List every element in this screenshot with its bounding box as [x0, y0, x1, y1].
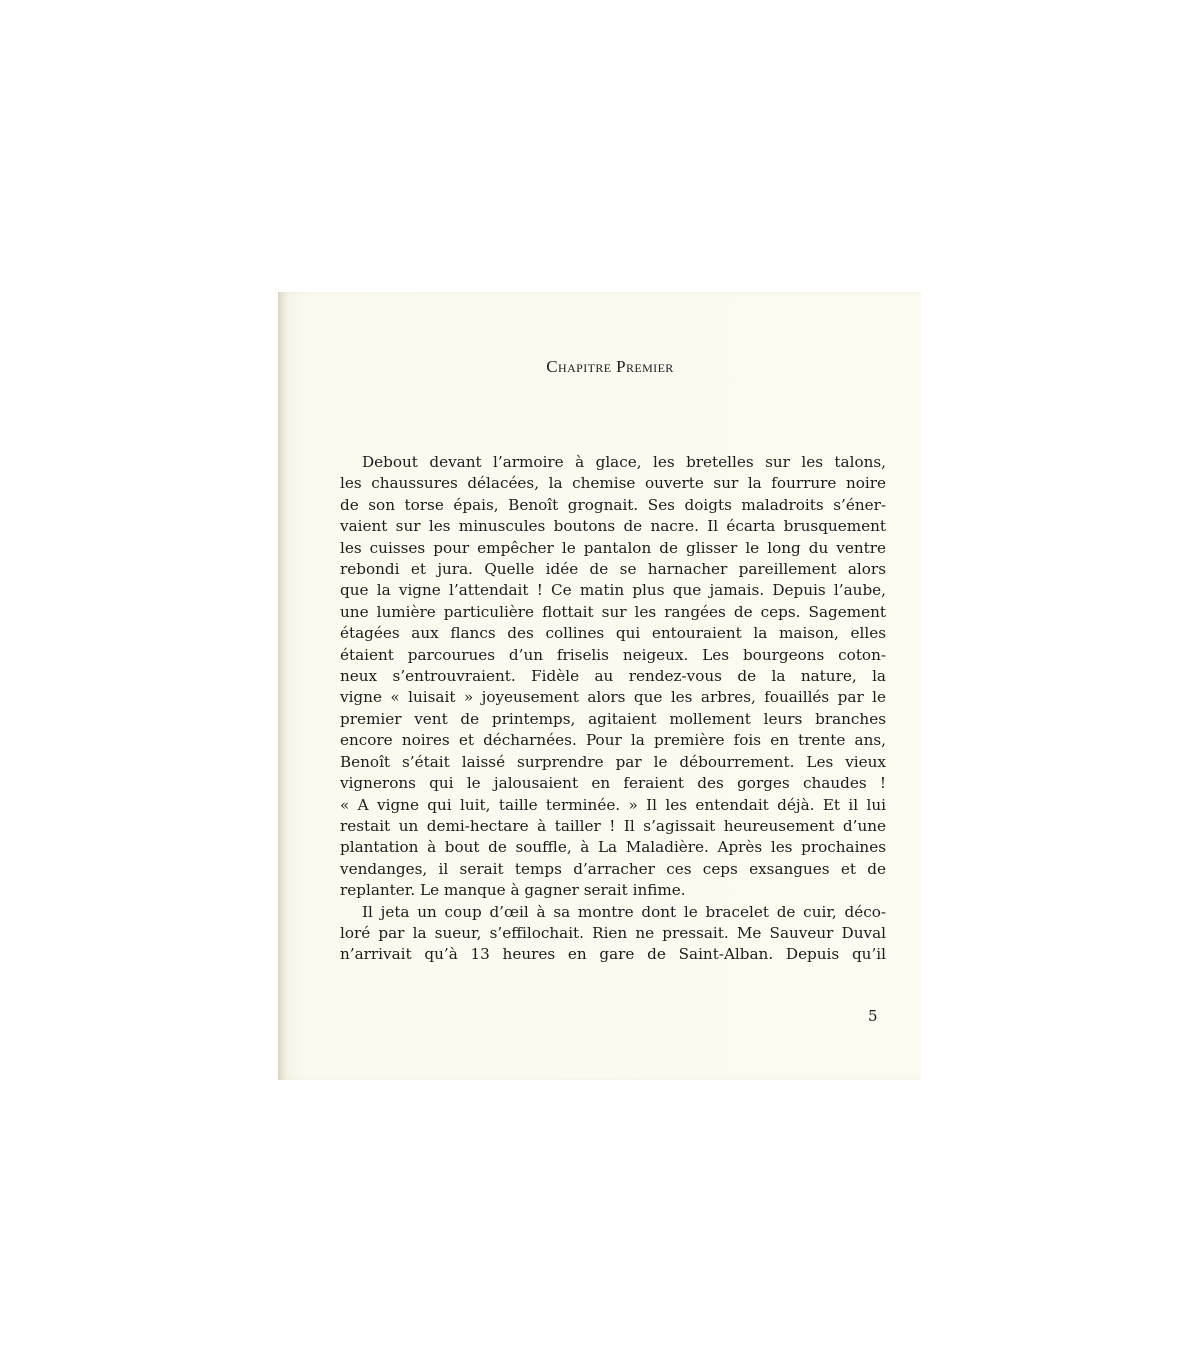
text-line: Benoît s’était laissé surprendre par le débourrement. Les vieux — [340, 752, 886, 771]
text-line: encore noires et décharnées. Pour la première fois en trente ans, — [340, 731, 886, 750]
body-text — [340, 452, 886, 966]
text-line: n’arrivait qu’à 13 heures en gare de Saint-Alban. Depuis qu’il — [340, 945, 886, 964]
text-line: vignerons qui le jalousaient en feraient des gorges chaudes ! — [340, 774, 886, 793]
text-line: plantation à bout de souffle, à La Maladière. Après les prochaines — [340, 838, 886, 857]
text-line: les cuisses pour empêcher le pantalon de glisser le long du ventre — [340, 538, 886, 557]
text-line: loré par la sueur, s’effilochait. Rien ne pressait. Me Sauveur Duval — [340, 923, 886, 942]
text-line: vigne « luisait » joyeusement alors que les arbres, fouaillés par le — [340, 688, 886, 707]
text-line: premier vent de printemps, agitaient mollement leurs branches — [340, 709, 886, 728]
text-line: une lumière particulière flottait sur les rangées de ceps. Sagement — [340, 602, 886, 621]
text-line: Debout devant l’armoire à glace, les bretelles sur les talons, — [362, 453, 886, 471]
text-line: vaient sur les minuscules boutons de nacre. Il écarta brusquement — [340, 517, 886, 536]
text-line: étagées aux flancs des collines qui entouraient la maison, elles — [340, 624, 886, 643]
text-line: les chaussures délacées, la chemise ouverte sur la fourrure noire — [340, 474, 886, 493]
text-line: replanter. Le manque à gagner serait infime. — [340, 881, 686, 900]
page-number: 5 — [868, 1007, 878, 1025]
text-line: Il jeta un coup d’œil à sa montre dont le bracelet de cuir, déco- — [362, 902, 886, 921]
text-line: de son torse épais, Benoît grognait. Ses doigts maladroits s’éner- — [340, 495, 886, 514]
text-line: vendanges, il serait temps d’arracher ces ceps exsangues et de — [340, 859, 886, 878]
text-line: rebondi et jura. Quelle idée de se harnacher pareillement alors — [340, 560, 886, 579]
text-line: étaient parcourues d’un friselis neigeux. Les bourgeons coton- — [340, 645, 886, 664]
text-line: que la vigne l’attendait ! Ce matin plus que jamais. Depuis l’aube, — [340, 581, 886, 600]
text-line: « A vigne qui luit, taille terminée. » Il les entendait déjà. Et il lui — [340, 795, 886, 814]
text-line: restait un demi-hectare à tailler ! Il s’agissait heureusement d’une — [340, 816, 886, 835]
chapter-title: Chapitre Premier — [546, 357, 674, 376]
text-line: neux s’entrouvraient. Fidèle au rendez-vous de la nature, la — [340, 667, 886, 686]
